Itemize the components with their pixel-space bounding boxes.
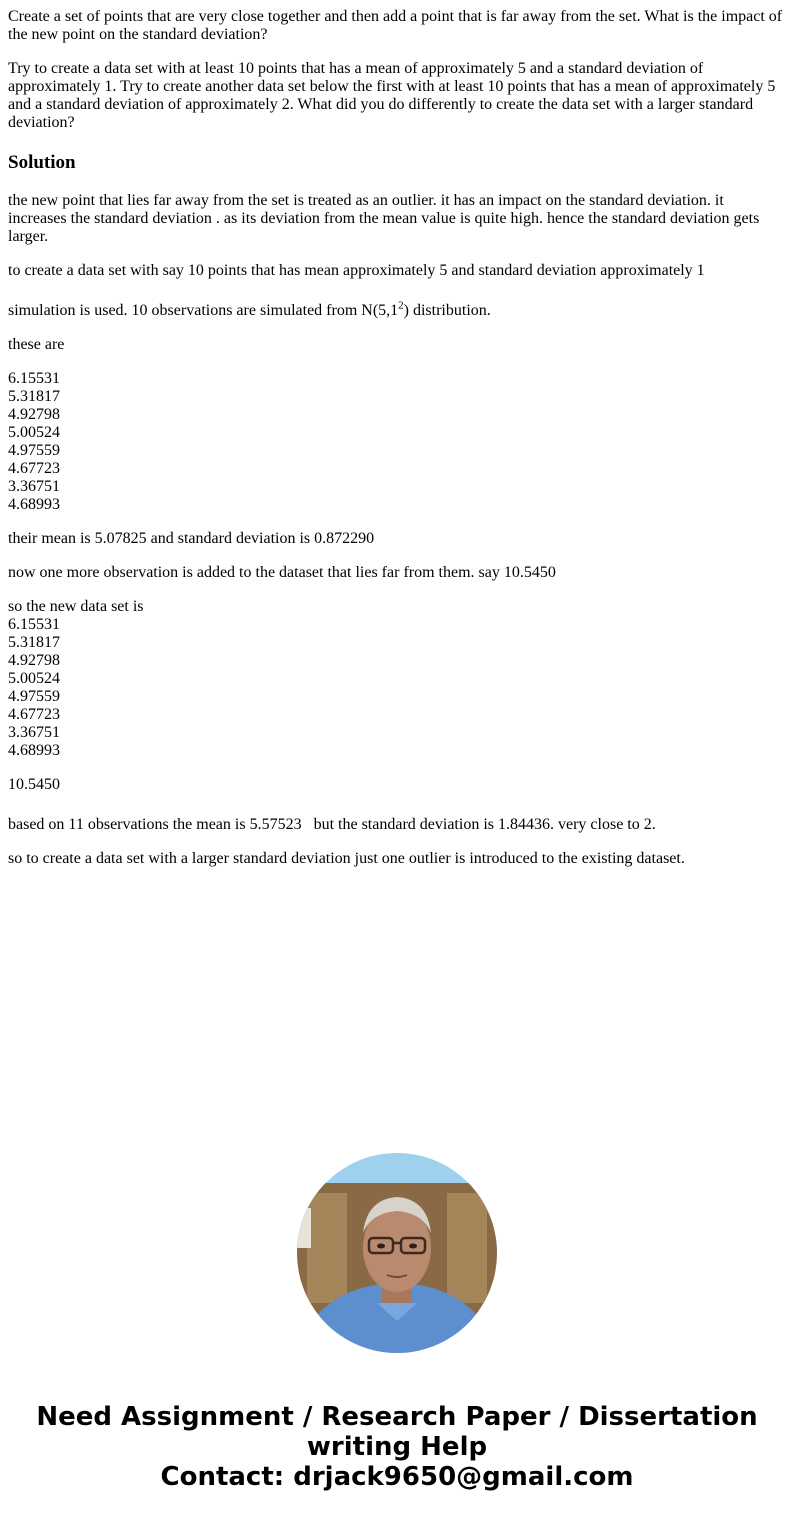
- data-value: 4.67723: [8, 460, 60, 477]
- data-value: 3.36751: [8, 724, 60, 741]
- footer-line-2: writing Help: [306, 1432, 488, 1462]
- solution-paragraph-1: the new point that lies far away from the set is treated as an outlier. it has an impact on the standard deviation. it increases the standard deviation . as its deviation from the mean value is quite high. hence the standard deviation gets larger.: [8, 192, 760, 245]
- solution-paragraph-4: these are: [8, 336, 65, 353]
- data-value: 5.00524: [8, 670, 60, 687]
- solution-heading: Solution: [8, 152, 76, 173]
- data-value: 3.36751: [8, 478, 60, 495]
- data-value: 6.15531: [8, 616, 60, 633]
- question-paragraph-1: Create a set of points that are very close together and then add a point that is far away from the set. What is the impact of the new point on the standard deviation?: [8, 8, 783, 43]
- data-set-1: [8, 370, 786, 514]
- data-value: 4.67723: [8, 706, 60, 723]
- data-value: 5.00524: [8, 424, 60, 441]
- solution-paragraph-5: their mean is 5.07825 and standard deviation is 0.872290: [8, 530, 375, 547]
- solution-paragraph-2: to create a data set with say 10 points that has mean approximately 5 and standard deviation approximately 1: [8, 262, 705, 279]
- question-paragraph-2: Try to create a data set with at least 10 points that has a mean of approximately 5 and a standard deviation of approximately 1. Try to create another data set below the first with at least 10 points that has a mean of approximately 5 and a standard deviation of approximately 2. What did you do differently to create the data set with a larger standard deviation?: [8, 60, 776, 131]
- author-avatar: [297, 1153, 497, 1353]
- data-value: 4.92798: [8, 652, 60, 669]
- data-value: 4.92798: [8, 406, 60, 423]
- data-value: 4.97559: [8, 688, 60, 705]
- solution-paragraph-8: based on 11 observations the mean is 5.57523 but the standard deviation is 1.84436. very close to 2.: [8, 816, 656, 833]
- data-set-2: [8, 598, 786, 760]
- data-value: 4.68993: [8, 496, 60, 513]
- footer-banner: [0, 1402, 794, 1492]
- document-body: [8, 0, 786, 884]
- distribution-exponent: 2: [398, 299, 404, 312]
- footer-line-1: Need Assignment / Research Paper / Dissertation: [36, 1402, 758, 1432]
- new-data-set-label: so the new data set is: [8, 598, 144, 615]
- footer-contact: Contact: drjack9650@gmail.com: [160, 1462, 634, 1492]
- data-value: 5.31817: [8, 388, 60, 405]
- data-value: 6.15531: [8, 370, 60, 387]
- author-portrait-image: [297, 1153, 497, 1353]
- distribution-text-end: ) distribution.: [403, 302, 491, 319]
- outlier-value: 10.5450: [8, 776, 60, 793]
- data-value: 4.68993: [8, 742, 60, 759]
- data-value: 4.97559: [8, 442, 60, 459]
- solution-paragraph-9: so to create a data set with a larger standard deviation just one outlier is introduced to the existing dataset.: [8, 850, 685, 867]
- solution-paragraph-6: now one more observation is added to the dataset that lies far from them. say 10.5450: [8, 564, 556, 581]
- data-value: 5.31817: [8, 634, 60, 651]
- distribution-text-start: simulation is used. 10 observations are simulated from N(5,1: [8, 302, 399, 319]
- solution-paragraph-3: [8, 299, 786, 320]
